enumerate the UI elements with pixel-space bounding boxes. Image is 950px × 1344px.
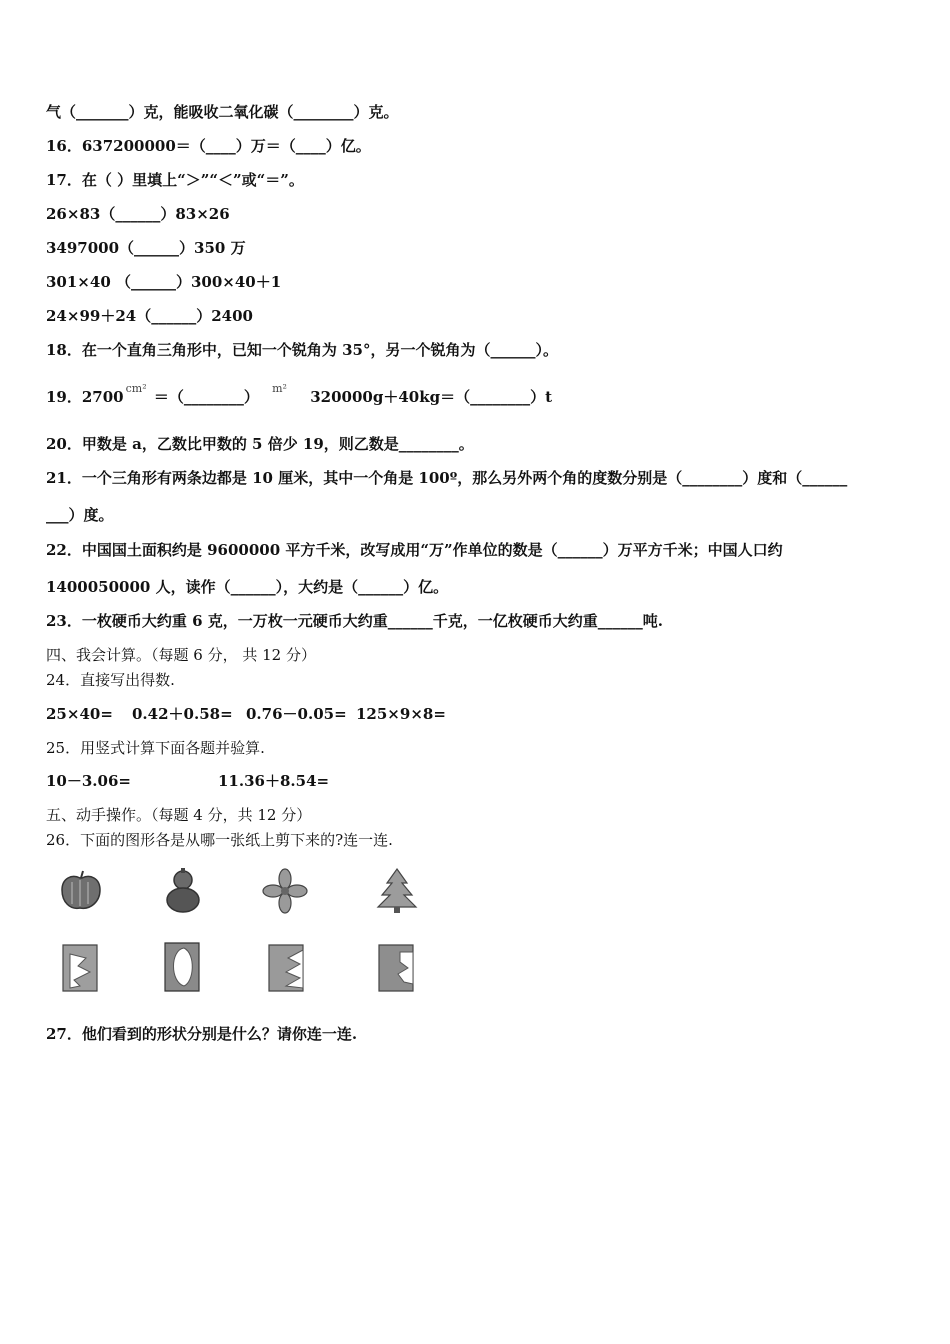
tree-shape-icon <box>374 866 420 916</box>
calc-item: 125×9×8= <box>356 705 446 723</box>
q16: 16．637200000＝（____）万＝（____）亿。 <box>46 137 371 155</box>
section-4-heading: 四、我会计算。（每题 6 分， 共 12 分） <box>46 646 316 664</box>
q17-item-2: 3497000（______）350 万 <box>46 239 246 257</box>
gourd-shape-icon <box>160 866 206 916</box>
q19 <box>46 382 552 409</box>
q21-line-2: ___）度。 <box>46 506 114 524</box>
q19-prefix: 19．2700 <box>46 388 124 406</box>
unit-cm2: cm² <box>125 382 147 395</box>
q18: 18．在一个直角三角形中，已知一个锐角为 35°，另一个锐角为（______）。 <box>46 341 558 359</box>
q19-rest: 320000g＋40kg＝（________）t <box>310 388 552 406</box>
q25: 25．用竖式计算下面各题并验算. <box>46 739 265 757</box>
q21-line-1: 21．一个三角形有两条边都是 10 厘米，其中一个角是 100º，那么另外两个角的度数分别是（________）度和（______ <box>46 469 848 487</box>
q17-item-4: 24×99＋24（______）2400 <box>46 307 253 325</box>
calc-item: 0.76－0.05= <box>246 705 347 723</box>
unit-m2: m² <box>272 382 287 395</box>
q20: 20．甲数是 a，乙数比甲数的 5 倍少 19，则乙数是________。 <box>46 435 474 453</box>
q24-items <box>46 704 446 724</box>
q15-tail: 气（_______）克，能吸收二氧化碳（________）克。 <box>46 103 399 121</box>
section-5-heading: 五、动手操作。（每题 4 分，共 12 分） <box>46 806 312 824</box>
q23: 23．一枚硬币大约重 6 克，一万枚一元硬币大约重______千克，一亿枚硬币大约重______吨. <box>46 612 663 630</box>
paper-round-cut-icon <box>162 940 202 994</box>
q27: 27．他们看到的形状分别是什么？请你连一连. <box>46 1025 358 1043</box>
q25-items <box>46 771 329 791</box>
calc-item: 0.42＋0.58= <box>132 705 233 723</box>
flower-shape-icon <box>262 868 308 914</box>
q17-item-1: 26×83（______）83×26 <box>46 205 230 223</box>
apple-shape-icon <box>58 868 104 914</box>
paper-leaf-cut-icon <box>60 942 100 994</box>
q19-mid: ＝（________） <box>153 388 259 406</box>
q26: 26．下面的图形各是从哪一张纸上剪下来的?连一连. <box>46 831 393 849</box>
calc-item: 25×40= <box>46 705 113 723</box>
q22-line-1: 22．中国国土面积约是 9600000 平方千米，改写成用“万”作单位的数是（______）万平方千米；中国人口约 <box>46 541 783 559</box>
paper-step-cut-icon <box>376 942 416 994</box>
calc-item: 10－3.06= <box>46 772 131 790</box>
calc-item: 11.36＋8.54= <box>218 772 330 790</box>
q17-title: 17．在（ ）里填上“＞”“＜”或“＝”。 <box>46 171 304 189</box>
q17-item-3: 301×40 （______）300×40＋1 <box>46 273 282 291</box>
q22-line-2: 1400050000 人，读作（______），大约是（______）亿。 <box>46 578 449 596</box>
q24: 24．直接写出得数. <box>46 671 175 689</box>
paper-zigzag-cut-icon <box>266 942 306 994</box>
